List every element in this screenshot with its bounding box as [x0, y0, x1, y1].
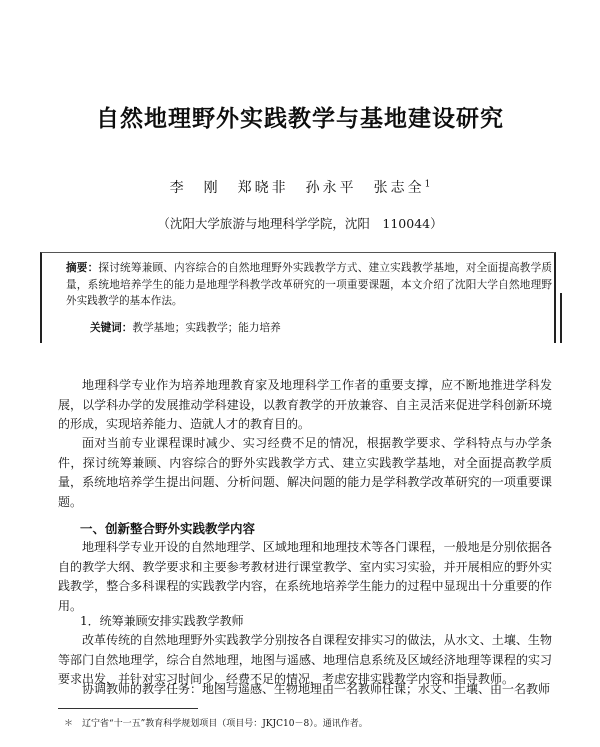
author-list [0, 177, 600, 197]
paragraph-2: 面对当前专业课程课时减少、实习经费不足的情况，根据教学要求、学科特点与办学条件，探讨统筹兼顾、内容综合的野外实践教学方式、建立实践教学基地，对全面提高教学质量，系统地培养学生提出问题、分析问题、解决问题的能力是学科教学改革研究的一项重要课题。 [58, 436, 552, 509]
abstract-body: 探讨统筹兼顾、内容综合的自然地理野外实践教学方式、建立实践教学基地，对全面提高教学质量，系统地培养学生的能力是地理学科教学改革研究的一项重要课题，本文介绍了沈阳大学自然地理野外实践教学的基本作法。 [66, 262, 553, 307]
keywords-label: 关键词： [90, 322, 133, 334]
paragraph-4: 改革传统的自然地理野外实践教学分别按各自课程安排实习的做法，从水文、土壤、生物等部门自然地理学，综合自然地理，地图与遥感、地理信息系统及区域经济地理等课程的实习要求出发，并针对实习时间少，经费不足的情况，考虑安排实践教学内容和指导教师。 [58, 633, 552, 686]
footnote: ＊ 辽宁省“十一五”教育科学规划项目（项目号：JKJC10－8）。通讯作者。 [64, 719, 368, 729]
author-names: 李 刚 郑晓非 孙永平 张志全 [169, 180, 425, 196]
keywords [90, 320, 550, 335]
abstract-label: 摘要： [66, 262, 99, 274]
footnote-divider [58, 708, 198, 709]
author-footnote-mark: 1 [424, 179, 431, 190]
paragraph-3: 地理科学专业开设的自然地理学、区域地理和地理技术等各门课程，一般地是分别依据各自的教学大纲、教学要求和主要参考教材进行课堂教学、室内实习实验，并开展相应的野外实践教学，整合多科课程的实践教学内容，在系统地培养学生能力的过程中显现出十分重要的作用。 [58, 540, 552, 613]
abstract-bracket [554, 293, 562, 343]
section-heading-1: 一、创新整合野外实践教学内容 [80, 521, 256, 536]
abstract [66, 260, 552, 310]
keywords-list: 教学基地；实践教学；能力培养 [132, 322, 281, 334]
paragraph-1: 地理科学专业作为培养地理教育家及地理科学工作者的重要支撑，应不断地推进学科发展，以学科办学的发展推动学科建设，以教育教学的开放兼容、自主灵活来促进学科创新环境的形成，实现培养能力、造就人才的教育目的。 [58, 378, 552, 431]
subsection-heading-1: 1．统筹兼顾安排实践教学教师 [80, 614, 244, 628]
paper-title: 自然地理野外实践教学与基地建设研究 [96, 106, 504, 132]
paragraph-5: 协调教师的教学任务：地图与遥感、生物地理由一名教师任课；水文、土壤、由一名教师 [82, 682, 551, 696]
affiliation: （沈阳大学旅游与地理科学学院，沈阳 110044） [157, 216, 443, 231]
